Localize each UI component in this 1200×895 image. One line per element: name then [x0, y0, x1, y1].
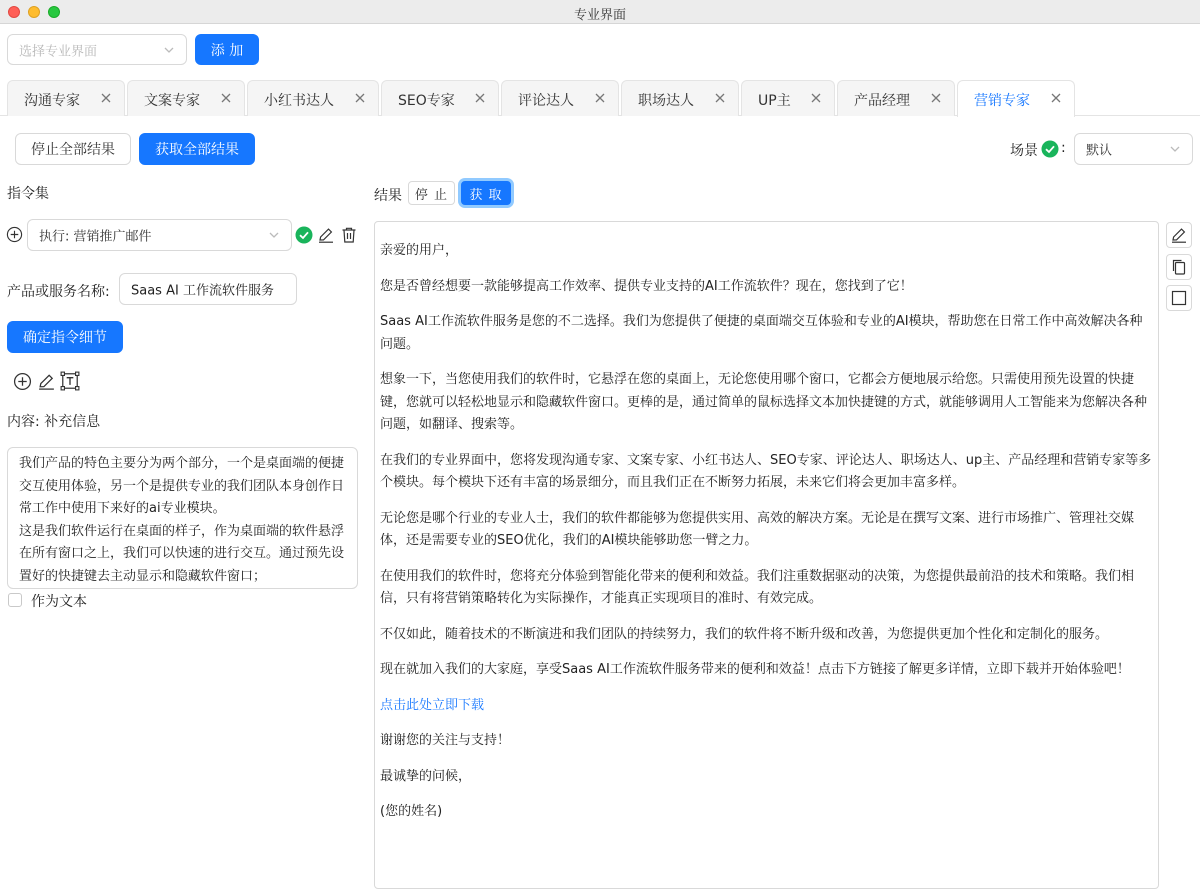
close-icon[interactable]	[930, 92, 942, 104]
tab-up-host[interactable]	[741, 80, 835, 116]
edit-icon[interactable]	[37, 372, 56, 391]
scene-label: 场景	[1010, 143, 1038, 159]
window-title: 专业界面	[573, 8, 626, 23]
result-paragraph: 亲爱的用户，	[380, 243, 459, 258]
result-closing: 谢谢您的关注与支持！	[380, 733, 511, 748]
product-name-label: 产品或服务名称:	[7, 284, 110, 300]
fetch-all-button[interactable]: 获取全部结果	[139, 133, 255, 165]
edit-result-button[interactable]	[1166, 222, 1192, 248]
result-paragraph: 不仅如此，随着技术的不断演进和我们团队的持续努力，我们的软件将不断升级和改善，为您提供更加个性化和定制化的服务。	[380, 626, 1109, 642]
tab-copywriting-expert[interactable]	[127, 80, 245, 116]
profession-select[interactable]	[7, 34, 187, 65]
check-circle-icon	[1041, 140, 1059, 158]
instruction-select-value: 执行: 营销推广邮件	[39, 229, 152, 245]
close-icon[interactable]	[100, 92, 112, 104]
add-circle-icon[interactable]	[6, 226, 23, 243]
result-closing: (您的姓名)	[380, 804, 443, 819]
close-icon[interactable]	[594, 92, 606, 104]
product-name-input[interactable]	[119, 273, 297, 305]
copy-result-button[interactable]	[1166, 254, 1192, 280]
check-circle-icon	[295, 226, 313, 244]
close-icon[interactable]	[220, 92, 232, 104]
result-paragraph: 在我们的专业界面中，您将发现沟通专家、文案专家、小红书达人、SEO专家、评论达人、职场达人、up主、产品经理和营销专家等多个模块。每个模块下还有丰富的场景细分，而且我们正在不断努力拓展，未来它们将会更加丰富多样。	[380, 452, 1152, 490]
scene-select[interactable]	[1074, 133, 1193, 165]
result-paragraph: 想象一下，当您使用我们的软件时，它悬浮在您的桌面上，无论您使用哪个窗口，它都会方便地展示给您。只需使用预先设置的快捷键，您就可以轻松地显示和隐藏软件窗口。更棒的是，通过简单的鼠标选择文本加快捷键的方式，就能够调用人工智能来为您解决各种问题，如翻译、搜索等。	[380, 372, 1148, 432]
close-icon[interactable]	[714, 92, 726, 104]
tab-label: 文案专家	[144, 93, 200, 109]
square-icon	[1170, 289, 1188, 307]
tab-label: 评论达人	[518, 93, 574, 109]
result-label: 结果	[374, 188, 402, 204]
scene-colon: :	[1061, 140, 1066, 156]
fetch-button[interactable]: 获 取	[461, 181, 511, 205]
result-closing: 最诚挚的问候，	[380, 768, 472, 784]
result-paragraph: 在使用我们的软件时，您将充分体验到智能化带来的便利和效益。我们注重数据驱动的决策，为您提供最前沿的技术和策略。我们相信，只有将营销策略转化为实际操作，才能真正实现项目的准时、有效完成。	[380, 568, 1135, 606]
tab-label: UP主	[758, 93, 791, 109]
result-paragraph: 无论您是哪个行业的专业人士，我们的软件都能够为您提供实用、高效的解决方案。无论是在撰写文案、进行市场推广、管理社交媒体，还是需要专业的SEO优化，我们的AI模块能够助您一臂之力。	[380, 510, 1135, 548]
content-paragraph: 我们产品的特色主要分为两个部分，一个是桌面端的便捷交互使用体验，另一个是提供专业的我们团队本身创作日常工作中使用下来好的ai专业模块。	[19, 456, 345, 516]
confirm-details-button[interactable]: 确定指令细节	[7, 321, 123, 353]
stop-button[interactable]: 停 止	[408, 181, 455, 205]
tab-label: 小红书达人	[264, 93, 334, 109]
profession-tabs	[0, 80, 1200, 116]
tab-label: 营销专家	[974, 93, 1030, 109]
expand-result-button[interactable]	[1166, 285, 1192, 311]
instructions-header: 指令集	[7, 186, 49, 202]
product-name-value: Saas AI 工作流软件服务	[131, 283, 274, 299]
content-textarea[interactable]	[7, 447, 358, 589]
result-paragraph: 您是否曾经想要一款能够提高工作效率、提供专业支持的AI工作流软件？现在，您找到了它！	[380, 278, 913, 294]
add-circle-icon[interactable]	[13, 372, 32, 391]
copy-icon	[1170, 258, 1188, 276]
title-bar	[0, 0, 1200, 24]
tab-communication-expert[interactable]	[7, 80, 125, 116]
content-paragraph: 这是我们软件运行在桌面的样子，作为桌面端的软件悬浮在所有窗口之上，我们可以快速的进行交互。通过预先设置好的快捷键去主动显示和隐藏软件窗口；	[19, 523, 345, 584]
text-box-icon[interactable]	[60, 371, 80, 391]
tab-seo-expert[interactable]	[381, 80, 499, 116]
tab-label: 职场达人	[638, 93, 694, 109]
add-button[interactable]: 添 加	[195, 34, 259, 65]
content-label: 内容: 补充信息	[7, 414, 101, 430]
close-icon[interactable]	[474, 92, 486, 104]
chevron-down-icon	[1168, 142, 1182, 156]
instruction-select[interactable]	[27, 219, 292, 251]
chevron-down-icon	[267, 228, 281, 242]
result-paragraph: 现在就加入我们的大家庭，享受Saas AI工作流软件服务带来的便利和效益！点击下方链接了解更多详情，立即下载并开始体验吧！	[380, 662, 1130, 677]
download-link[interactable]: 点击此处立即下载	[380, 697, 485, 713]
chevron-down-icon	[162, 43, 176, 57]
close-icon[interactable]	[354, 92, 366, 104]
tab-marketing-expert[interactable]	[957, 80, 1075, 117]
scene-select-value: 默认	[1086, 143, 1113, 159]
as-text-checkbox[interactable]	[8, 593, 22, 607]
edit-icon	[1170, 226, 1188, 244]
tab-label: 沟通专家	[24, 93, 80, 109]
edit-icon[interactable]	[317, 226, 335, 244]
tab-review-expert[interactable]	[501, 80, 619, 116]
result-content	[374, 221, 1159, 889]
tab-label: 产品经理	[854, 93, 910, 109]
delete-icon[interactable]	[340, 226, 358, 244]
tab-label: SEO专家	[398, 93, 455, 109]
profession-select-placeholder: 选择专业界面	[19, 44, 98, 59]
close-icon[interactable]	[810, 92, 822, 104]
tab-workplace-expert[interactable]	[621, 80, 739, 116]
as-text-label: 作为文本	[31, 594, 87, 610]
tab-xiaohongshu[interactable]	[247, 80, 379, 116]
result-paragraph: Saas AI工作流软件服务是您的不二选择。我们为您提供了便捷的桌面端交互体验和专业的AI模块，帮助您在日常工作中高效解决各种问题。	[380, 314, 1143, 352]
stop-all-button[interactable]: 停止全部结果	[15, 133, 131, 165]
tab-product-manager[interactable]	[837, 80, 955, 116]
close-icon[interactable]	[1050, 92, 1062, 104]
